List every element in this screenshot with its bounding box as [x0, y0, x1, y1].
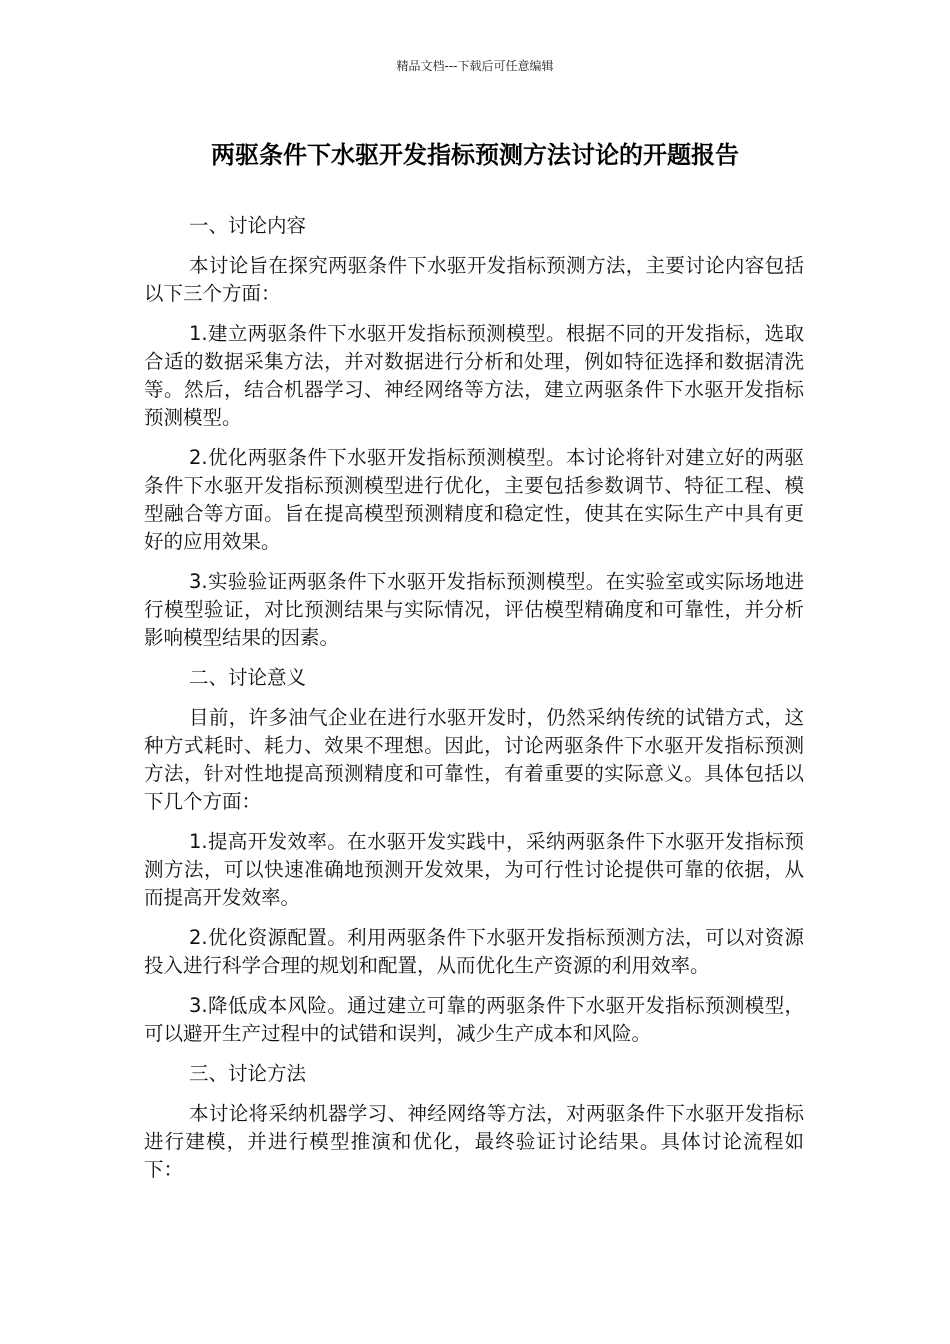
- paragraph-content-item-2: 2.优化两驱条件下水驱开发指标预测模型。本讨论将针对建立好的两驱条件下水驱开发指标预测模型进行优化，主要包括参数调节、特征工程、模型融合等方面。旨在提高模型预测精度和稳定性，使其在实际生产中具有更好的应用效果。: [144, 446, 804, 553]
- section-heading-significance: 二、讨论意义: [189, 666, 307, 689]
- section-heading-method: 三、讨论方法: [189, 1062, 307, 1085]
- paragraph-intro: 本讨论旨在探究两驱条件下水驱开发指标预测方法，主要讨论内容包括以下三个方面：: [144, 254, 804, 305]
- paragraph-significance-item-1: 1.提高开发效率。在水驱开发实践中，采纳两驱条件下水驱开发指标预测方法，可以快速准确地预测开发效果，为可行性讨论提供可靠的依据，从而提高开发效率。: [144, 830, 804, 909]
- paragraph-content-item-1: 1.建立两驱条件下水驱开发指标预测模型。根据不同的开发指标，选取合适的数据采集方法，并对数据进行分析和处理，例如特征选择和数据清洗等。然后，结合机器学习、神经网络等方法，建立两驱条件下水驱开发指标预测模型。: [144, 322, 804, 429]
- paragraph-content-item-3: 3.实验验证两驱条件下水驱开发指标预测模型。在实验室或实际场地进行模型验证，对比预测结果与实际情况，评估模型精确度和可靠性，并分析影响模型结果的因素。: [144, 570, 804, 649]
- document-body: [144, 212, 804, 1196]
- section-heading-content: 一、讨论内容: [189, 214, 307, 237]
- paragraph-significance-intro: 目前，许多油气企业在进行水驱开发时，仍然采纳传统的试错方式，这种方式耗时、耗力、效果不理想。因此，讨论两驱条件下水驱开发指标预测方法，针对性地提高预测精度和可靠性，有着重要的实际意义。具体包括以下几个方面：: [144, 706, 804, 813]
- paragraph-method-intro: 本讨论将采纳机器学习、神经网络等方法，对两驱条件下水驱开发指标进行建模，并进行模型推演和优化，最终验证讨论结果。具体讨论流程如下：: [144, 1102, 804, 1181]
- paragraph-significance-item-3: 3.降低成本风险。通过建立可靠的两驱条件下水驱开发指标预测模型，可以避开生产过程中的试错和误判，减少生产成本和风险。: [144, 994, 804, 1045]
- document-title: 两驱条件下水驱开发指标预测方法讨论的开题报告: [211, 141, 739, 169]
- paragraph-significance-item-2: 2.优化资源配置。利用两驱条件下水驱开发指标预测方法，可以对资源投入进行科学合理的规划和配置，从而优化生产资源的利用效率。: [144, 926, 804, 977]
- page-header: 精品文档---下载后可任意编辑: [396, 59, 554, 73]
